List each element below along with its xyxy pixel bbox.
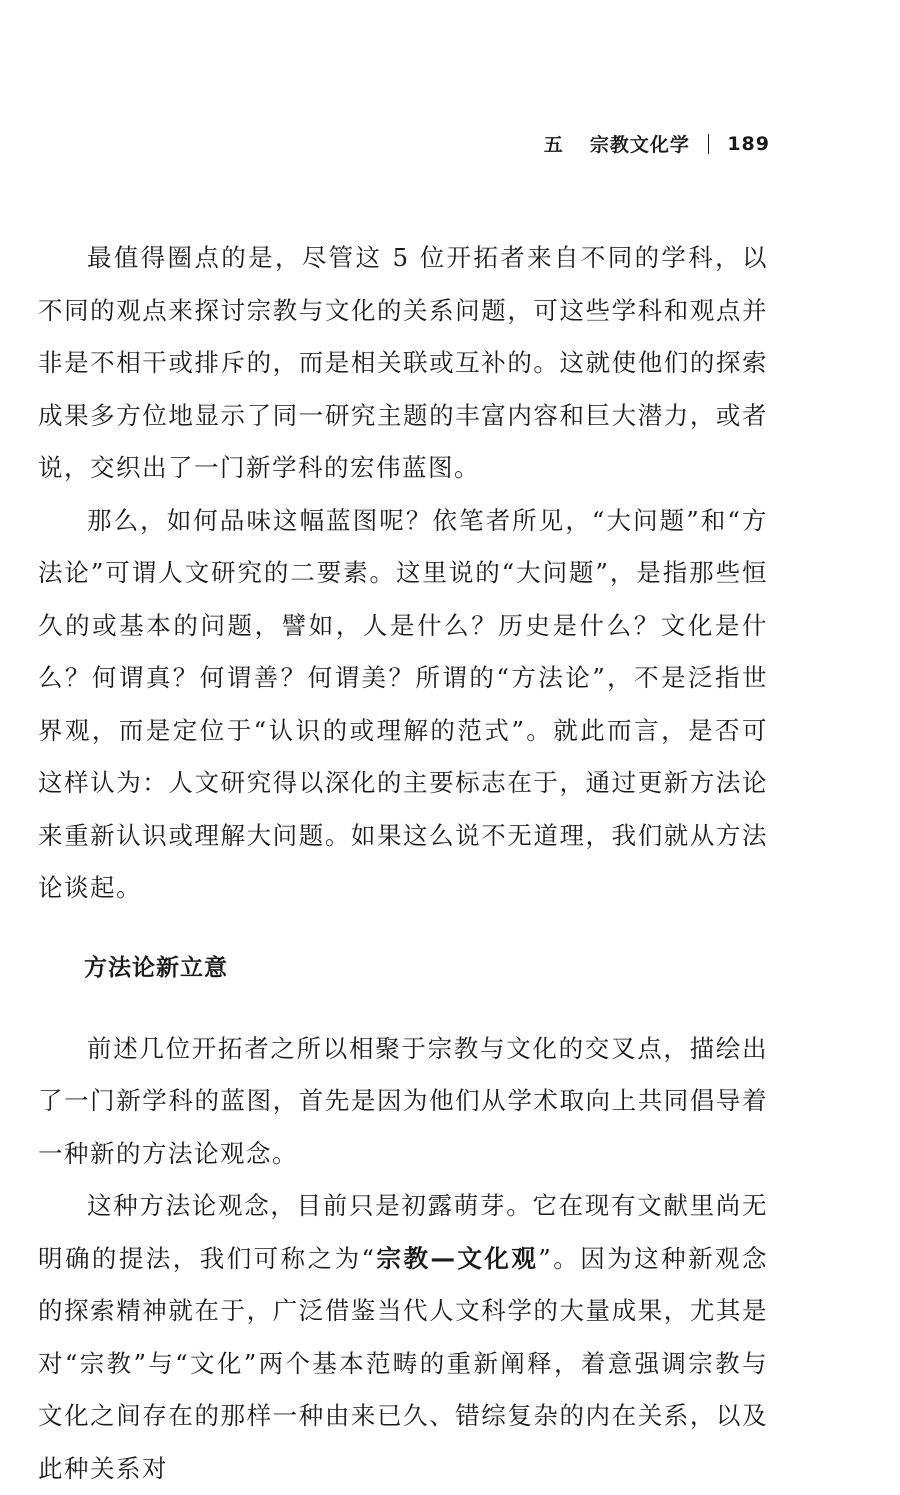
page-number: 189 xyxy=(727,132,770,155)
body-paragraph-1: 最值得圈点的是，尽管这 5 位开拓者来自不同的学科，以不同的观点来探讨宗教与文化的关系问题，可这些学科和观点并非是不相干或排斥的，而是相关联或互补的。这就使他们的探索成果多方位地显示了同一研究主题的丰富内容和巨大潜力，或者说，交织出了一门新学科的宏伟蓝图。 xyxy=(38,243,768,482)
section-heading: 方法论新立意 xyxy=(84,954,228,981)
page-body xyxy=(38,232,768,1495)
chapter-number: 五 xyxy=(543,134,564,156)
paragraph-text-before: 这种方法论观念，目前只是初露萌芽。它在现有文献里尚无明确的提法，我们可称之为“ xyxy=(38,1191,768,1273)
paragraph-text-after: ”。因为这种新观念的探索精神就在于，广泛借鉴当代人文科学的大量成果，尤其是对“宗教”与“文化”两个基本范畴的重新阐释，着意强调宗教与文化之间存在的那样一种由来已久、错综复杂的内在关系，以及此种关系对 xyxy=(38,1243,769,1483)
section-paragraph-2 xyxy=(38,1180,768,1495)
body-paragraph-2: 那么，如何品味这幅蓝图呢？依笔者所见，“大问题”和“方法论”可谓人文研究的二要素。这里说的“大问题”，是指那些恒久的或基本的问题，譬如，人是什么？历史是什么？文化是什么？何谓真？何谓善？何谓美？所谓的“方法论”，不是泛指世界观，而是定位于“认识的或理解的范式”。就此而言，是否可这样认为：人文研究得以深化的主要标志在于，通过更新方法论来重新认识或理解大问题。如果这么说不无道理，我们就从方法论谈起。 xyxy=(38,505,768,902)
header-divider xyxy=(708,134,710,154)
section-paragraph-1: 前述几位开拓者之所以相聚于宗教与文化的交叉点，描绘出了一门新学科的蓝图，首先是因为他们从学术取向上共同倡导着一种新的方法论观念。 xyxy=(38,1033,768,1168)
running-head xyxy=(544,130,770,157)
chapter-title: 宗教文化学 xyxy=(589,134,690,156)
emphasized-term: 宗教—文化观 xyxy=(375,1243,539,1273)
